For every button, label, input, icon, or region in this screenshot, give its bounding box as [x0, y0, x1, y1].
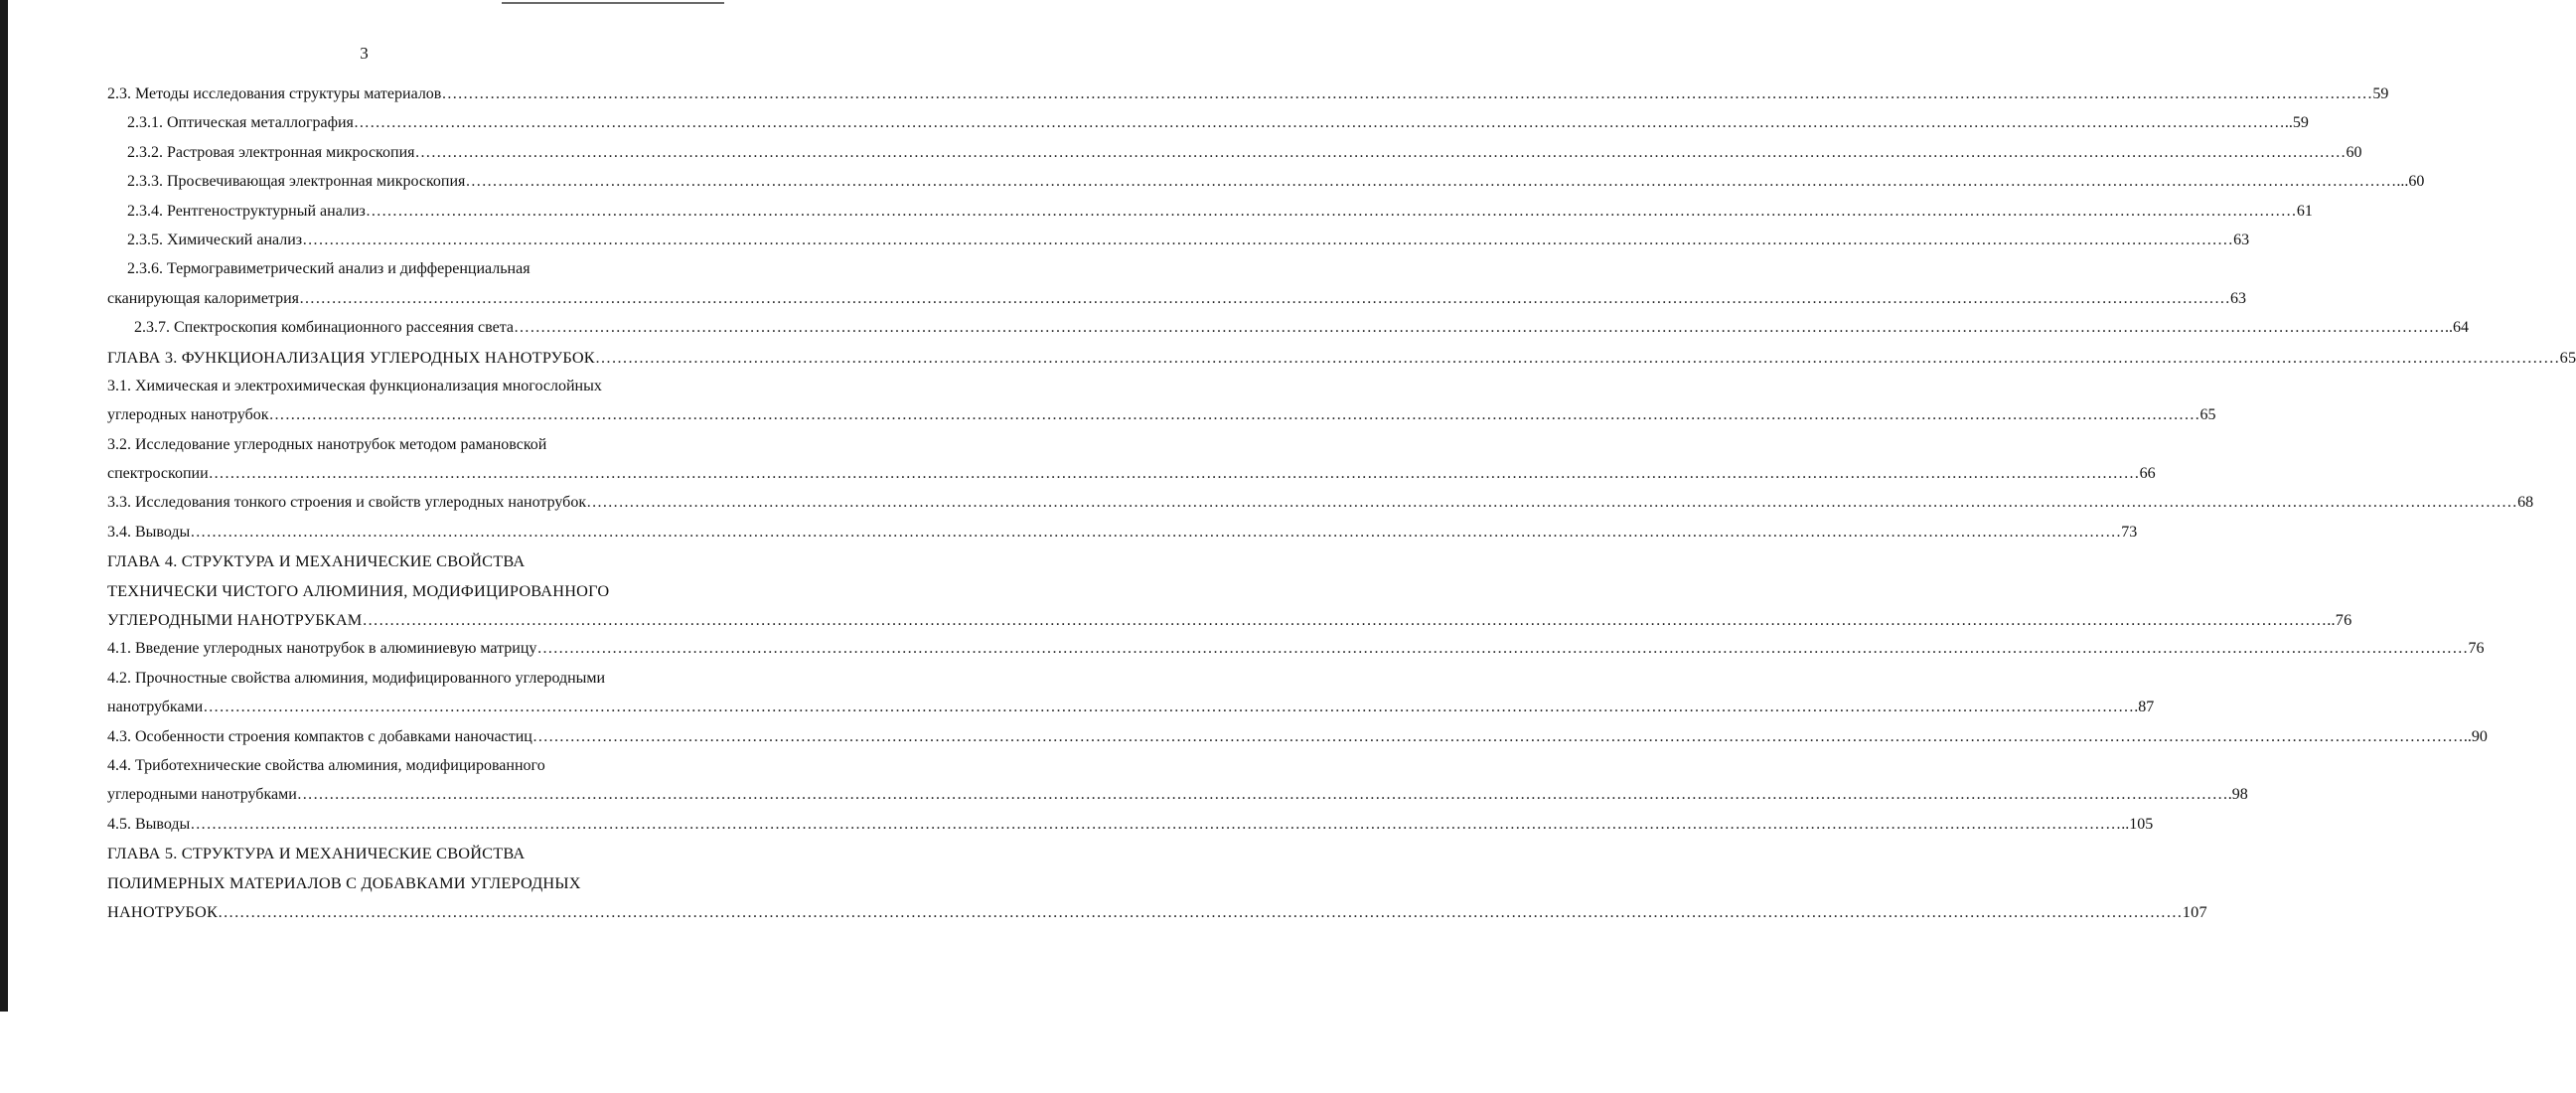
toc-entry — [107, 400, 2216, 429]
toc-dot-leader: ……………………………………………………………………………………………………………………………………………………………………………………………………………………………………………………………………………………………………………………………… — [302, 231, 2234, 248]
toc-entry-title: ГЛАВА 4. СТРУКТУРА И МЕХАНИЧЕСКИЕ СВОЙСТВА — [107, 551, 526, 571]
toc-entry-title: 2.3.3. Просвечивающая электронная микроскопия — [127, 173, 466, 191]
toc-entry-page: 59 — [2372, 85, 2389, 102]
toc-entry — [107, 751, 670, 780]
toc-entry — [107, 605, 2352, 634]
toc-dot-leader: ……………………………………………………………………………………………………………………………………………………………………………………………………………………………………………………………………………………………………………………………… — [299, 289, 2231, 307]
toc-entry — [107, 79, 2389, 108]
toc-entry — [107, 546, 670, 575]
toc-entry-title: 3.1. Химическая и электрохимическая функционализация многослойных — [107, 377, 602, 394]
toc-entry — [107, 138, 2362, 167]
toc-entry-title: 4.4. Триботехнические свойства алюминия, модифицированного — [107, 756, 545, 774]
toc-entry-title: 3.3. Исследования тонкого строения и свойств углеродных нанотрубок — [107, 494, 587, 512]
toc-dot-leader: ……………………………………………………………………………………………………………………………………………………………………………………………………………………………………………………………………………………………………………………………… — [594, 347, 2560, 367]
toc-entry-title: сканирующая калориметрия — [107, 289, 300, 307]
toc-entry-title: ГЛАВА 5. СТРУКТУРА И МЕХАНИЧЕСКИЕ СВОЙСТВА — [107, 844, 526, 863]
toc-entry — [107, 518, 2138, 546]
toc-dot-leader: ……………………………………………………………………………………………………………………………………………………………………………………………………………………………………………………………………………………………………………………………… — [365, 202, 2297, 220]
toc-entry-title: ТЕХНИЧЕСКИ ЧИСТОГО АЛЮМИНИЯ, МОДИФИЦИРОВАННОГО — [107, 580, 610, 600]
toc-entry-title: углеродных нанотрубок — [107, 406, 269, 424]
toc-entry-title: 4.2. Прочностные свойства алюминия, модифицированного углеродными — [107, 669, 606, 687]
toc-entry-page: 76 — [2468, 640, 2485, 658]
toc-entry — [107, 576, 670, 605]
toc-dot-leader: ……………………………………………………………………………………………………………………………………………………………………………………………………………………………………………………………………………………………………………………………… — [208, 465, 2140, 483]
toc-entry-page: ..105 — [2121, 815, 2154, 833]
toc-entry-title: 2.3.1. Оптическая металлография — [127, 114, 354, 132]
scan-left-edge — [0, 0, 8, 1012]
toc-entry-page: 65 — [2559, 347, 2576, 367]
toc-entry — [107, 868, 670, 897]
toc-entry — [107, 459, 2156, 488]
toc-entry — [107, 313, 2469, 342]
toc-entry-title: углеродными нанотрубками — [107, 786, 297, 804]
toc-entry — [107, 634, 2485, 663]
toc-entry-title: ПОЛИМЕРНЫХ МАТЕРИАЛОВ С ДОБАВКАМИ УГЛЕРОДНЫХ — [107, 872, 581, 892]
toc-entry — [107, 167, 2425, 196]
toc-dot-leader: ……………………………………………………………………………………………………………………………………………………………………………………………………………………………………………………………………………………………………………………………… — [353, 114, 2285, 132]
scan-top-rule — [502, 2, 724, 4]
toc-entry-page: .98 — [2227, 786, 2248, 804]
toc-entry-title: 3.2. Исследование углеродных нанотрубок методом рамановской — [107, 435, 547, 453]
toc-entry-title: 4.5. Выводы — [107, 815, 191, 833]
toc-dot-leader: ……………………………………………………………………………………………………………………………………………………………………………………………………………………………………………………………………………………………………………………………… — [586, 494, 2518, 512]
toc-entry — [107, 284, 2247, 313]
toc-entry — [107, 693, 2155, 721]
toc-entry — [107, 810, 2154, 839]
toc-entry — [107, 254, 670, 283]
toc-entry — [107, 226, 2250, 254]
toc-entry-page: 68 — [2517, 494, 2534, 512]
toc-dot-leader: ……………………………………………………………………………………………………………………………………………………………………………………………………………………………………………………………………………………………………………………………… — [465, 173, 2397, 191]
toc-entry — [107, 372, 670, 400]
toc-dot-leader: ……………………………………………………………………………………………………………………………………………………………………………………………………………………………………………………………………………………………………………………………… — [218, 901, 2183, 921]
toc-entry-page: 73 — [2121, 523, 2138, 541]
toc-entry-page: ..76 — [2327, 610, 2352, 630]
toc-entry-page: ..59 — [2284, 114, 2309, 132]
toc-entry-title: ГЛАВА 3. ФУНКЦИОНАЛИЗАЦИЯ УГЛЕРОДНЫХ НАНОТРУБОК — [107, 347, 595, 367]
toc-dot-leader: ……………………………………………………………………………………………………………………………………………………………………………………………………………………………………………………………………………………………………………………………… — [514, 319, 2445, 337]
toc-entry-page: ..64 — [2445, 319, 2469, 337]
toc-dot-leader: ……………………………………………………………………………………………………………………………………………………………………………………………………………………………………………………………………………………………………………………………… — [536, 640, 2469, 658]
toc-entry-page: 63 — [2233, 231, 2250, 248]
toc-dot-leader: ……………………………………………………………………………………………………………………………………………………………………………………………………………………………………………………………………………………………………………………………… — [296, 786, 2228, 804]
toc-entry-title: 3.4. Выводы — [107, 523, 191, 541]
toc-entry-title: 2.3.2. Растровая электронная микроскопия — [127, 143, 415, 161]
toc-entry-title: 2.3.7. Спектроскопия комбинационного рассеяния света — [134, 319, 514, 337]
toc-entry-page: 65 — [2199, 406, 2216, 424]
toc-entry — [107, 722, 2488, 751]
toc-entry-title: 2.3. Методы исследования структуры материалов — [107, 85, 442, 102]
toc-entry — [107, 488, 2534, 517]
toc-entry-page: 107 — [2182, 901, 2207, 921]
toc-entry — [107, 197, 2313, 226]
toc-dot-leader: ……………………………………………………………………………………………………………………………………………………………………………………………………………………………………………………………………………………………………………………………… — [203, 699, 2135, 716]
toc-entry-title: 4.1. Введение углеродных нанотрубок в алюминиевую матрицу — [107, 640, 537, 658]
toc-entry-title: нанотрубками — [107, 699, 204, 716]
toc-dot-leader: ……………………………………………………………………………………………………………………………………………………………………………………………………………………………………………………………………………………………………………………………… — [190, 523, 2122, 541]
toc-entry-title: НАНОТРУБОК — [107, 901, 219, 921]
toc-dot-leader: ……………………………………………………………………………………………………………………………………………………………………………………………………………………………………………………………………………………………………………………………… — [414, 143, 2347, 161]
toc-entry — [107, 108, 2309, 137]
toc-entry-page: 63 — [2230, 289, 2247, 307]
toc-entry-title: УГЛЕРОДНЫМИ НАНОТРУБКАМ — [107, 610, 363, 630]
toc-entry-page: ...60 — [2396, 173, 2425, 191]
toc-entry-title: 2.3.6. Термогравиметрический анализ и дифференциальная — [127, 260, 530, 278]
toc-entry — [107, 897, 2207, 926]
toc-entry-title: 4.3. Особенности строения компактов с добавками наночастиц — [107, 727, 532, 745]
toc-entry-page: 61 — [2296, 202, 2313, 220]
toc-entry-title: спектроскопии — [107, 465, 209, 483]
toc-entry-page: 60 — [2346, 143, 2362, 161]
toc-entry-page: 66 — [2139, 465, 2156, 483]
page-number: 3 — [360, 44, 369, 63]
toc-dot-leader: ……………………………………………………………………………………………………………………………………………………………………………………………………………………………………………………………………………………………………………………………… — [362, 610, 2328, 630]
toc-entry-title: 2.3.4. Рентгеноструктурный анализ — [127, 202, 366, 220]
toc-dot-leader: ……………………………………………………………………………………………………………………………………………………………………………………………………………………………………………………………………………………………………………………………… — [531, 727, 2464, 745]
toc-entry — [107, 780, 2248, 809]
toc-dot-leader: ……………………………………………………………………………………………………………………………………………………………………………………………………………………………………………………………………………………………………………………………… — [268, 406, 2200, 424]
toc-entry — [107, 343, 2576, 372]
toc-entry — [107, 430, 670, 459]
toc-entry-page: ..90 — [2463, 727, 2488, 745]
toc-entry — [107, 839, 670, 867]
table-of-contents — [107, 79, 2576, 926]
toc-entry — [107, 664, 670, 693]
toc-entry-title: 2.3.5. Химический анализ — [127, 231, 303, 248]
toc-dot-leader: ……………………………………………………………………………………………………………………………………………………………………………………………………………………………………………………………………………………………………………………………… — [190, 815, 2122, 833]
toc-dot-leader: ……………………………………………………………………………………………………………………………………………………………………………………………………………………………………………………………………………………………………………………………… — [441, 85, 2373, 102]
toc-entry-page: .87 — [2134, 699, 2155, 716]
